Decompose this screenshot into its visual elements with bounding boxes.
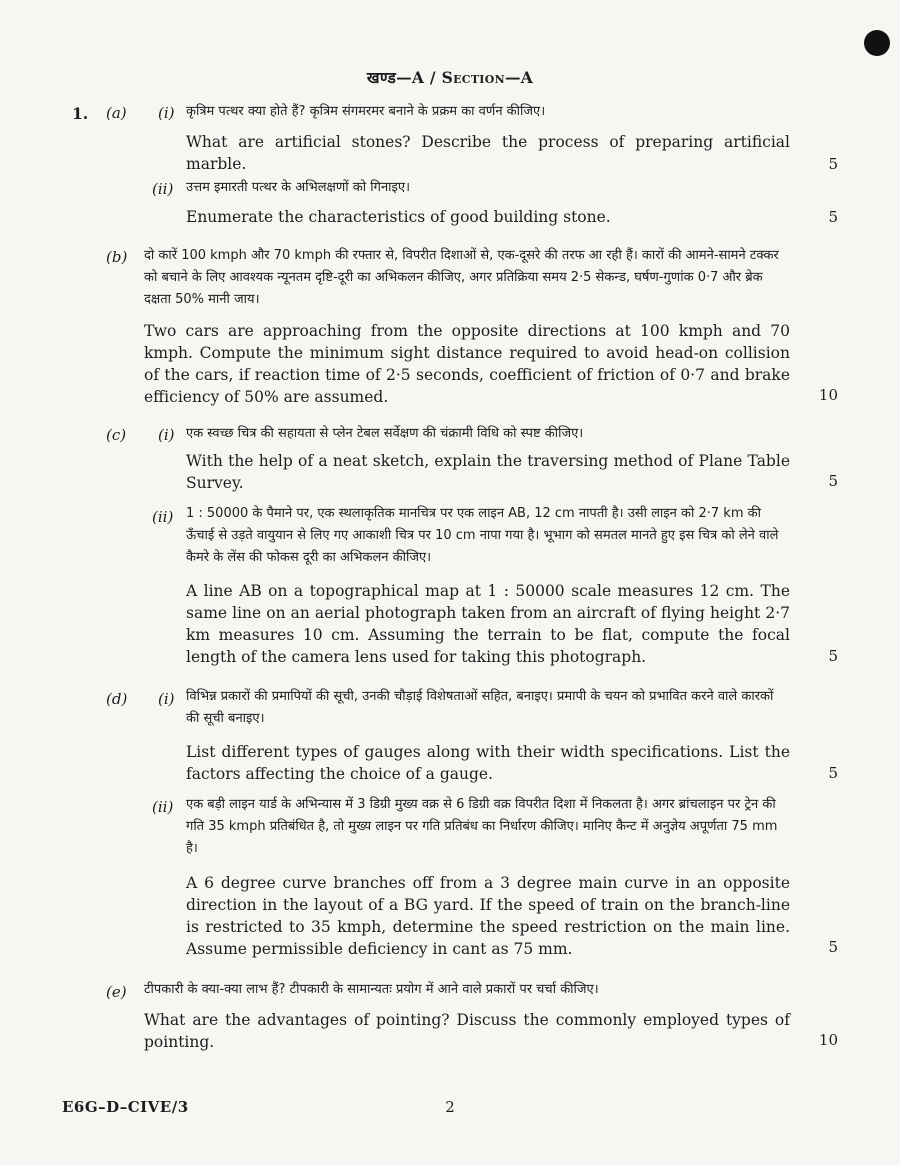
part-e-label: (e)	[106, 983, 127, 1001]
paper-code: E6G–D–CIVE/3	[62, 1098, 189, 1116]
part-c-ii-marks: 5	[828, 647, 838, 665]
part-b-marks: 10	[818, 386, 838, 404]
section-title-hindi: खण्ड—A	[366, 68, 425, 87]
part-a-i-marks: 5	[828, 155, 838, 173]
part-c-i-english: With the help of a neat sketch, explain the traversing method of Plane Table Survey.	[186, 452, 790, 492]
part-a-ii-english: Enumerate the characteristics of good building stone.	[186, 208, 611, 226]
part-d-ii-label: (ii)	[152, 798, 174, 816]
part-c-i-marks: 5	[828, 472, 838, 490]
part-b-label: (b)	[106, 248, 128, 266]
part-e-hindi: टीपकारी के क्या-क्या लाभ हैं? टीपकारी के सामान्यतः प्रयोग में आने वाले प्रकारों पर चर्चा कीजिए।	[144, 982, 599, 997]
corner-dot-mark	[864, 30, 890, 56]
part-b-hindi: दो कारें 100 kmph और 70 kmph की रफ्तार से, विपरीत दिशाओं से, एक-दूसरे की तरफ आ रही हैं। कारों की आमने-सामने टक्कर को बचाने के लिए आवश्यक न्यूनतम दृष्टि-दूरी का अभिकलन कीजिए, अगर प्रतिक्रिया समय 2·5 सेकन्ड, घर्षण-गुणांक 0·7 और ब्रेक दक्षता 50% मानी जाय।	[144, 248, 779, 307]
part-c-i-hindi: एक स्वच्छ चित्र की सहायता से प्लेन टेबल सर्वेक्षण की चंक्रामी विधि को स्पष्ट कीजिए।	[186, 426, 584, 441]
part-e-marks: 10	[818, 1031, 838, 1049]
part-d-i-label: (i)	[158, 690, 175, 708]
part-a-i-hindi: कृत्रिम पत्थर क्या होते हैं? कृत्रिम संगमरमर बनाने के प्रक्रम का वर्णन कीजिए।	[186, 104, 546, 119]
part-d-label: (d)	[106, 690, 128, 708]
section-title-separator: /	[424, 68, 442, 87]
part-d-ii-english: A 6 degree curve branches off from a 3 degree main curve in an opposite direction in the layout of a BG yard. If the speed of train on the branch-line is restricted to 35 kmph, determine the speed restriction on the main line. Assume permissible deficiency in cant as 75 mm.	[186, 874, 790, 958]
part-d-ii-hindi: एक बड़ी लाइन यार्ड के अभिन्यास में 3 डिग्री मुख्य वक्र से 6 डिग्री वक्र विपरीत दिशा में निकलता है। अगर ब्रांचलाइन पर ट्रेन की गति 35 kmph प्रतिबंधित है, तो मुख्य लाइन पर गति प्रतिबंध का निर्धारण कीजिए। मानिए कैन्ट में अनुज्ञेय अपूर्णता 75 mm है।	[186, 797, 778, 856]
part-c-i-label: (i)	[158, 426, 175, 444]
part-e-english: What are the advantages of pointing? Discuss the commonly employed types of pointing.	[144, 1011, 790, 1051]
part-d-i-english: List different types of gauges along with their width specifications. List the factors affecting the choice of a gauge.	[186, 743, 790, 783]
part-d-ii-marks: 5	[828, 938, 838, 956]
part-a-label: (a)	[106, 104, 127, 122]
part-c-label: (c)	[106, 426, 127, 444]
section-heading	[0, 66, 900, 88]
part-b-english: Two cars are approaching from the opposite directions at 100 kmph and 70 kmph. Compute the minimum sight distance required to avoid head-on collision of the cars, if reaction time of 2·5 seconds, coefficient of friction of 0·7 and brake efficiency of 50% are assumed.	[144, 322, 790, 406]
part-d-i-hindi: विभिन्न प्रकारों की प्रमापियों की सूची, उनकी चौड़ाई विशेषताओं सहित, बनाइए। प्रमापी के चयन को प्रभावित करने वाले कारकों की सूची बनाइए।	[186, 689, 774, 726]
part-d-i-marks: 5	[828, 764, 838, 782]
part-c-ii-english: A line AB on a topographical map at 1 : 50000 scale measures 12 cm. The same line on an aerial photograph taken from an aircraft of flying height 2·7 km measures 10 cm. Assuming the terrain to be flat, compute the focal length of the camera lens used for taking this photograph.	[186, 582, 790, 666]
question-number: 1.	[72, 104, 89, 123]
part-c-ii-label: (ii)	[152, 508, 174, 526]
part-a-ii-label: (ii)	[152, 180, 174, 198]
part-a-i-label: (i)	[158, 104, 175, 122]
part-c-ii-hindi: 1 : 50000 के पैमाने पर, एक स्थलाकृतिक मानचित्र पर एक लाइन AB, 12 cm नापती है। उसी लाइन को 2·7 km की ऊँचाई से उड़ते वायुयान से लिए गए आकाशी चित्र पर 10 cm नापा गया है। भूभाग को समतल मानते हुए इस चित्र को लेने वाले कैमरे के लेंस की फोकस दूरी का अभिकलन कीजिए।	[186, 506, 779, 565]
part-a-ii-hindi: उत्तम इमारती पत्थर के अभिलक्षणों को गिनाइए।	[186, 180, 411, 195]
section-title-english: Section—A	[441, 68, 534, 87]
page-number: 2	[445, 1098, 455, 1116]
part-a-i-english: What are artificial stones? Describe the process of preparing artificial marble.	[186, 133, 790, 173]
part-a-ii-marks: 5	[828, 208, 838, 226]
